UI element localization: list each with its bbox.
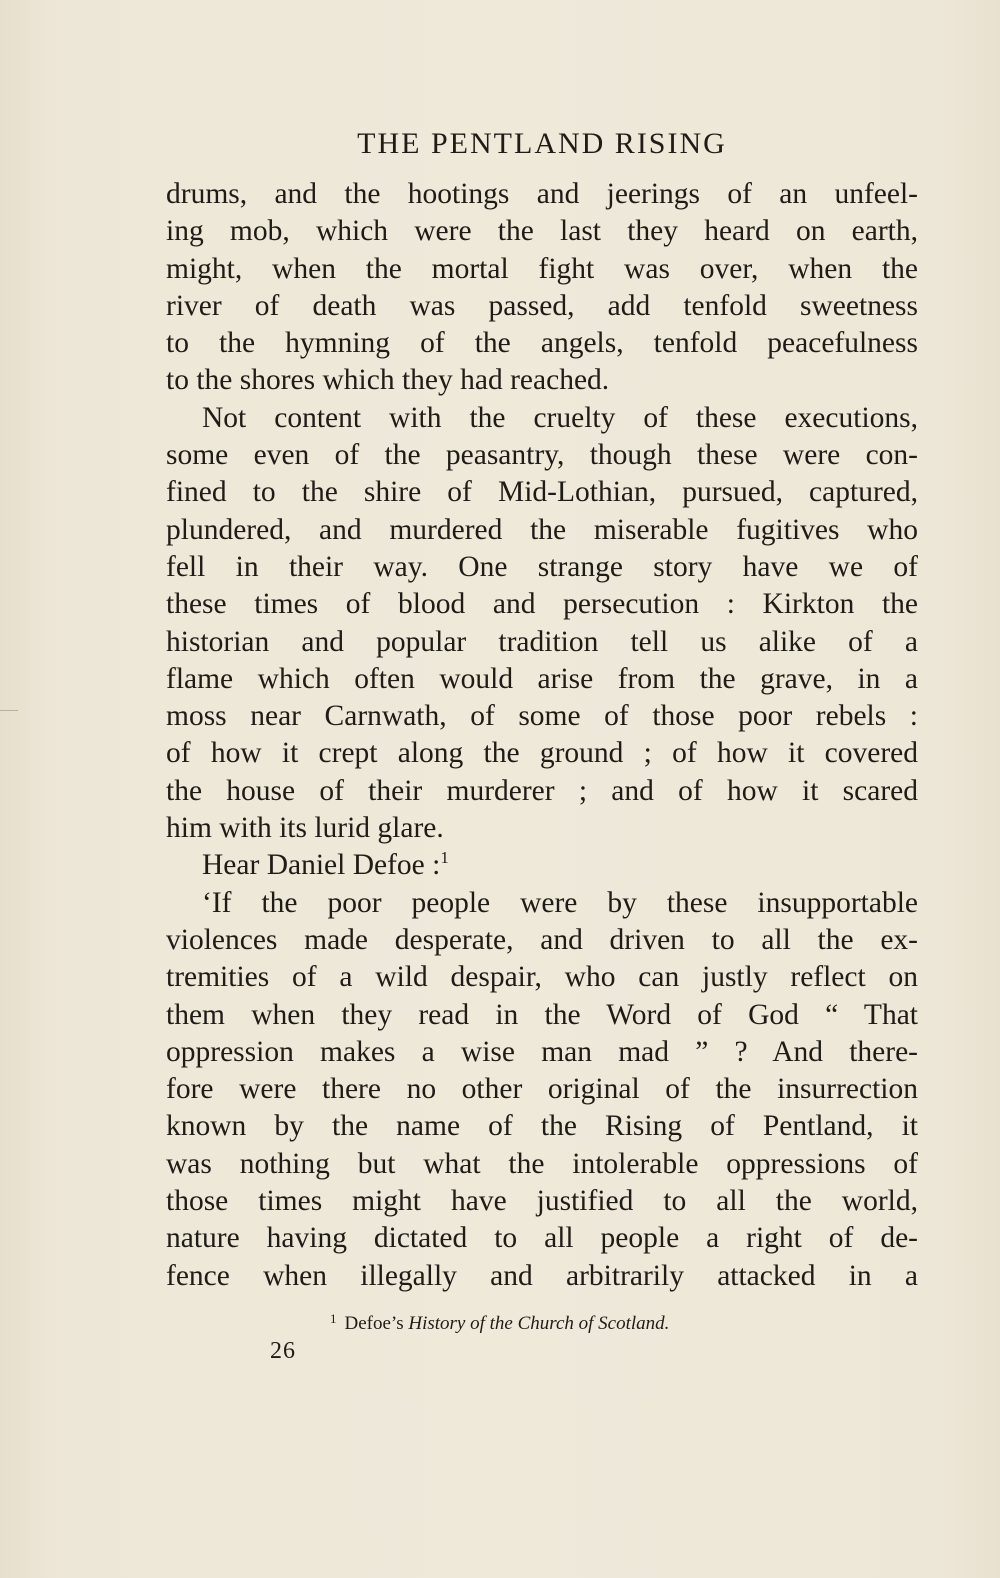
text-line: Not content with the cruelty of these executions,	[202, 401, 918, 434]
text-line: these times of blood and persecution : Kirkton the	[166, 588, 918, 621]
text-line: nature having dictated to all people a right of de-	[166, 1222, 918, 1255]
text-line: known by the name of the Rising of Pentland, it	[166, 1110, 918, 1143]
footnote-author: Defoe’s	[344, 1313, 404, 1334]
text-line: was nothing but what the intolerable oppressions of	[166, 1147, 918, 1180]
text-line-with-footnote-ref	[166, 847, 918, 884]
text-line: fell in their way. One strange story have we of	[166, 550, 918, 583]
text-line: to the shores which they had reached.	[166, 364, 610, 397]
text-line: fined to the shire of Mid-Lothian, pursued, captured,	[166, 476, 918, 509]
text-line: the house of their murderer ; and of how it scared	[166, 774, 918, 807]
footnote-title: History of the Church of Scotland.	[408, 1313, 670, 1334]
text-line: river of death was passed, add tenfold sweetness	[166, 289, 918, 322]
text-line: might, when the mortal fight was over, when the	[166, 252, 918, 285]
text-line: fore were there no other original of the insurrection	[166, 1073, 918, 1106]
text-line: of how it crept along the ground ; of how it covered	[166, 737, 918, 770]
text-line: Hear Daniel Defoe :	[202, 849, 441, 882]
text-line: plundered, and murdered the miserable fugitives who	[166, 513, 918, 546]
text-line: him with its lurid glare.	[166, 812, 444, 845]
footnote-reference: 1	[440, 848, 449, 868]
footnote-number: 1	[330, 1311, 337, 1326]
page-number: 26	[270, 1338, 296, 1364]
text-line: oppression makes a wise man mad ” ? And there-	[166, 1035, 918, 1068]
text-line: drums, and the hootings and jeerings of an unfeel-	[166, 178, 918, 210]
text-line: to the hymning of the angels, tenfold peacefulness	[166, 327, 918, 360]
text-line: moss near Carnwath, of some of those poor rebels :	[166, 700, 918, 733]
text-line: violences made desperate, and driven to all the ex-	[166, 923, 918, 956]
text-line: historian and popular tradition tell us alike of a	[166, 625, 918, 658]
footnote	[330, 1306, 830, 1337]
body-text	[166, 176, 918, 1295]
text-line: some even of the peasantry, though these were con-	[166, 439, 918, 472]
running-head: THE PENTLAND RISING	[357, 127, 727, 160]
text-line: those times might have justified to all the world,	[166, 1185, 918, 1218]
text-line: ing mob, which were the last they heard on earth,	[166, 215, 918, 248]
text-line: tremities of a wild despair, who can justly reflect on	[166, 961, 918, 994]
margin-mark	[0, 710, 18, 711]
text-line: them when they read in the Word of God “ That	[166, 998, 918, 1031]
text-line: fence when illegally and arbitrarily attacked in a	[166, 1259, 918, 1292]
text-line: flame which often would arise from the grave, in a	[166, 662, 918, 695]
text-line: ‘If the poor people were by these insupportable	[202, 886, 918, 919]
